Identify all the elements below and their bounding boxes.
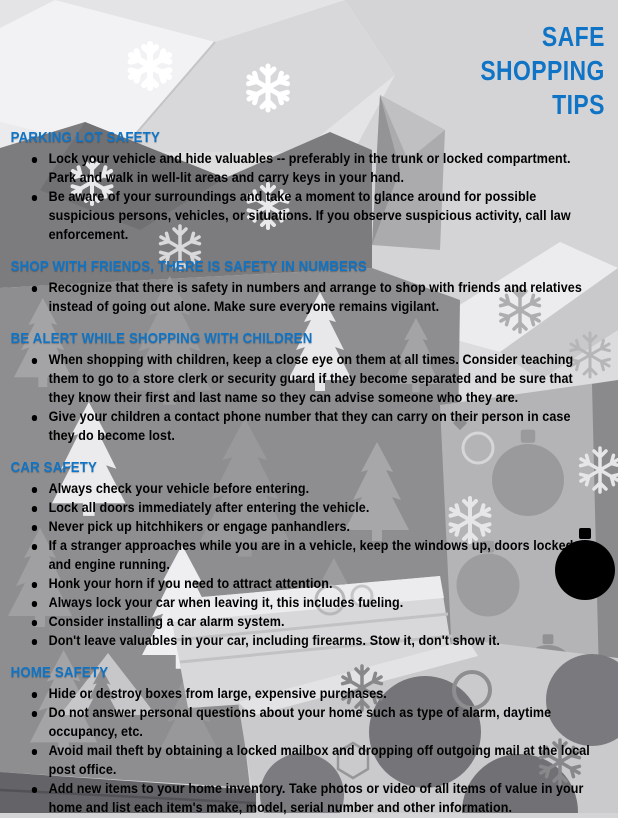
title-line: TIPS [552, 89, 605, 120]
bullet-list [11, 685, 599, 818]
tip-section [11, 458, 599, 651]
bullet-item: Add new items to your home inventory. Take photos or video of all items of value in your home and list each item's make, model, serial number and other information. [11, 780, 599, 818]
section-heading: PARKING LOT SAFETY [10, 129, 160, 146]
bullet-item: Always check your vehicle before entering. [11, 480, 599, 499]
section-heading: BE ALERT WHILE SHOPPING WITH CHILDREN [10, 330, 313, 347]
tip-section [11, 128, 599, 245]
page-title [481, 20, 605, 122]
section-heading: HOME SAFETY [10, 664, 109, 681]
bullet-list [11, 480, 599, 651]
bullet-list [11, 279, 599, 317]
bullet-item: Never pick up hitchhikers or engage panhandlers. [11, 518, 599, 537]
title-line: SHOPPING [480, 55, 605, 86]
bullet-list [11, 351, 599, 446]
tip-section [11, 329, 599, 446]
bullet-item: Lock all doors immediately after entering the vehicle. [11, 499, 599, 518]
bullet-item: Give your children a contact phone number that they can carry on their person in case they do become lost. [11, 408, 599, 446]
bullet-item: Hide or destroy boxes from large, expensive purchases. [11, 685, 599, 704]
bullet-item: Consider installing a car alarm system. [11, 613, 599, 632]
bullet-item: Don't leave valuables in your car, including firearms. Stow it, don't show it. [11, 632, 599, 651]
section-heading: CAR SAFETY [10, 459, 97, 476]
bullet-item: Avoid mail theft by obtaining a locked mailbox and dropping off outgoing mail at the local post office. [11, 742, 599, 780]
title-line: SAFE [542, 21, 605, 52]
bullet-list [11, 150, 599, 245]
bullet-item: When shopping with children, keep a close eye on them at all times. Consider teaching them to go to a store clerk or security guard if they become separated and be sure that they know their first and last name so they can advise someone who they are. [11, 351, 599, 408]
bullet-item: Do not answer personal questions about your home such as type of alarm, daytime occupancy, etc. [11, 704, 599, 742]
bullet-item: Lock your vehicle and hide valuables -- preferably in the trunk or locked compartment. Park and walk in well-lit areas and carry keys in your hand. [11, 150, 599, 188]
sections [0, 128, 618, 818]
bullet-item: Honk your horn if you need to attract attention. [11, 575, 599, 594]
section-heading: SHOP WITH FRIENDS, THERE IS SAFETY IN NUMBERS [10, 258, 367, 275]
bullet-item: Recognize that there is safety in numbers and arrange to shop with friends and relatives instead of going out alone. Make sure everyone remains vigilant. [11, 279, 599, 317]
tip-section [11, 663, 599, 818]
tip-section [11, 257, 599, 317]
bullet-item: Be aware of your surroundings and take a moment to glance around for possible suspicious persons, vehicles, or situations. If you observe suspicious activity, call law enforcement. [11, 188, 599, 245]
bullet-item: If a stranger approaches while you are in a vehicle, keep the windows up, doors locked and engine running. [11, 537, 599, 575]
bullet-item: Always lock your car when leaving it, this includes fueling. [11, 594, 599, 613]
